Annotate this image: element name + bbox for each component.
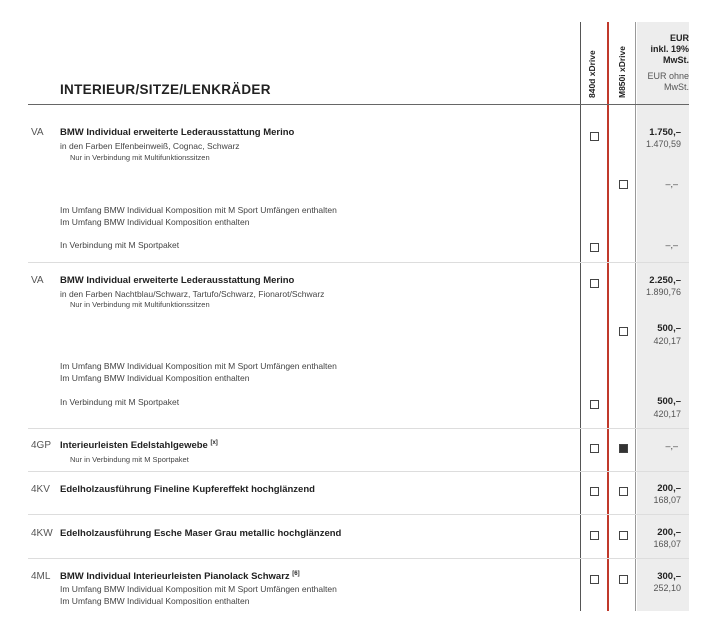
option-note: Nur in Verbindung mit M Sportpaket [70, 455, 189, 464]
section-title: INTERIEUR/SITZE/LENKRÄDER [60, 82, 271, 97]
price-gross: 500,– [657, 396, 681, 407]
row-divider [28, 428, 689, 429]
standard-equipment-box-m850i [619, 444, 628, 453]
price-dash: –,– [665, 179, 678, 189]
price-net: 420,17 [653, 409, 681, 419]
price-gross: 300,– [657, 571, 681, 582]
availability-box-840d [590, 132, 599, 141]
option-code: VA [31, 275, 44, 286]
option-title: Edelholzausführung Esche Maser Grau metallic hochglänzend [60, 528, 342, 539]
option-note-line: Im Umfang BMW Individual Komposition enthalten [60, 596, 250, 606]
option-code: 4KW [31, 528, 53, 539]
availability-box-840d [590, 575, 599, 584]
option-title: Interieurleisten Edelstahlgewebe [x] [60, 440, 218, 452]
option-code: VA [31, 127, 44, 138]
option-note-line: Im Umfang BMW Individual Komposition mit M Sport Umfängen enthalten [60, 584, 337, 594]
price-net: 252,10 [653, 583, 681, 593]
availability-box-m850i [619, 575, 628, 584]
option-code: 4KV [31, 484, 50, 495]
option-code: 4GP [31, 440, 52, 451]
availability-box-m850i [619, 531, 628, 540]
eur-net-header: EUR ohne MwSt. [647, 71, 689, 92]
row-divider [28, 514, 689, 515]
option-title: BMW Individual Interieurleisten Pianolack Schwarz [6] [60, 571, 300, 583]
option-subtitle: in den Farben Nachtblau/Schwarz, Tartufo/Schwarz, Fionarot/Schwarz [60, 289, 325, 299]
option-note-line: Im Umfang BMW Individual Komposition enthalten [60, 373, 250, 383]
option-note-line: Im Umfang BMW Individual Komposition enthalten [60, 217, 250, 227]
option-title: Edelholzausführung Fineline Kupfereffekt hochglänzend [60, 484, 315, 495]
availability-box-840d [590, 487, 599, 496]
price-column-background [637, 22, 689, 611]
column-divider [580, 22, 581, 611]
price-net: 168,07 [653, 539, 681, 549]
row-divider [28, 558, 689, 559]
red-column-divider [607, 22, 609, 611]
availability-box-840d [590, 279, 599, 288]
availability-box-m850i [619, 180, 628, 189]
price-gross: 200,– [657, 527, 681, 538]
availability-box-840d [590, 400, 599, 409]
price-net: 1.470,59 [645, 139, 681, 149]
price-gross: 2.250,– [649, 275, 681, 286]
model-header-m850i: M850i xDrive [617, 46, 627, 98]
header-divider [28, 104, 689, 105]
option-note: Nur in Verbindung mit Multifunktionssitzen [70, 300, 210, 309]
option-note-line: In Verbindung mit M Sportpaket [60, 397, 180, 407]
model-header-840d: 840d xDrive [587, 50, 597, 98]
availability-box-m850i [619, 487, 628, 496]
price-dash: –,– [665, 240, 678, 250]
price-gross: 200,– [657, 483, 681, 494]
column-divider [635, 22, 636, 611]
price-dash: –,– [665, 441, 678, 451]
row-divider [28, 471, 689, 472]
price-gross: 1.750,– [649, 127, 681, 138]
price-net: 168,07 [653, 495, 681, 505]
option-subtitle: in den Farben Elfenbeinweiß, Cognac, Schwarz [60, 141, 240, 151]
row-divider [28, 262, 689, 263]
price-net: 420,17 [653, 336, 681, 346]
eur-gross-header: EUR inkl. 19% MwSt. [650, 33, 689, 65]
option-note-line: Im Umfang BMW Individual Komposition mit M Sport Umfängen enthalten [60, 361, 337, 371]
availability-box-840d [590, 444, 599, 453]
option-code: 4ML [31, 571, 51, 582]
option-note-line: In Verbindung mit M Sportpaket [60, 240, 180, 250]
option-title: BMW Individual erweiterte Lederausstattung Merino [60, 275, 295, 286]
availability-box-840d [590, 531, 599, 540]
availability-box-840d [590, 243, 599, 252]
price-gross: 500,– [657, 323, 681, 334]
price-net: 1.890,76 [645, 287, 681, 297]
option-note-line: Im Umfang BMW Individual Komposition mit M Sport Umfängen enthalten [60, 205, 337, 215]
availability-box-m850i [619, 327, 628, 336]
option-title: BMW Individual erweiterte Lederausstattung Merino [60, 127, 295, 138]
option-note: Nur in Verbindung mit Multifunktionssitzen [70, 153, 210, 162]
